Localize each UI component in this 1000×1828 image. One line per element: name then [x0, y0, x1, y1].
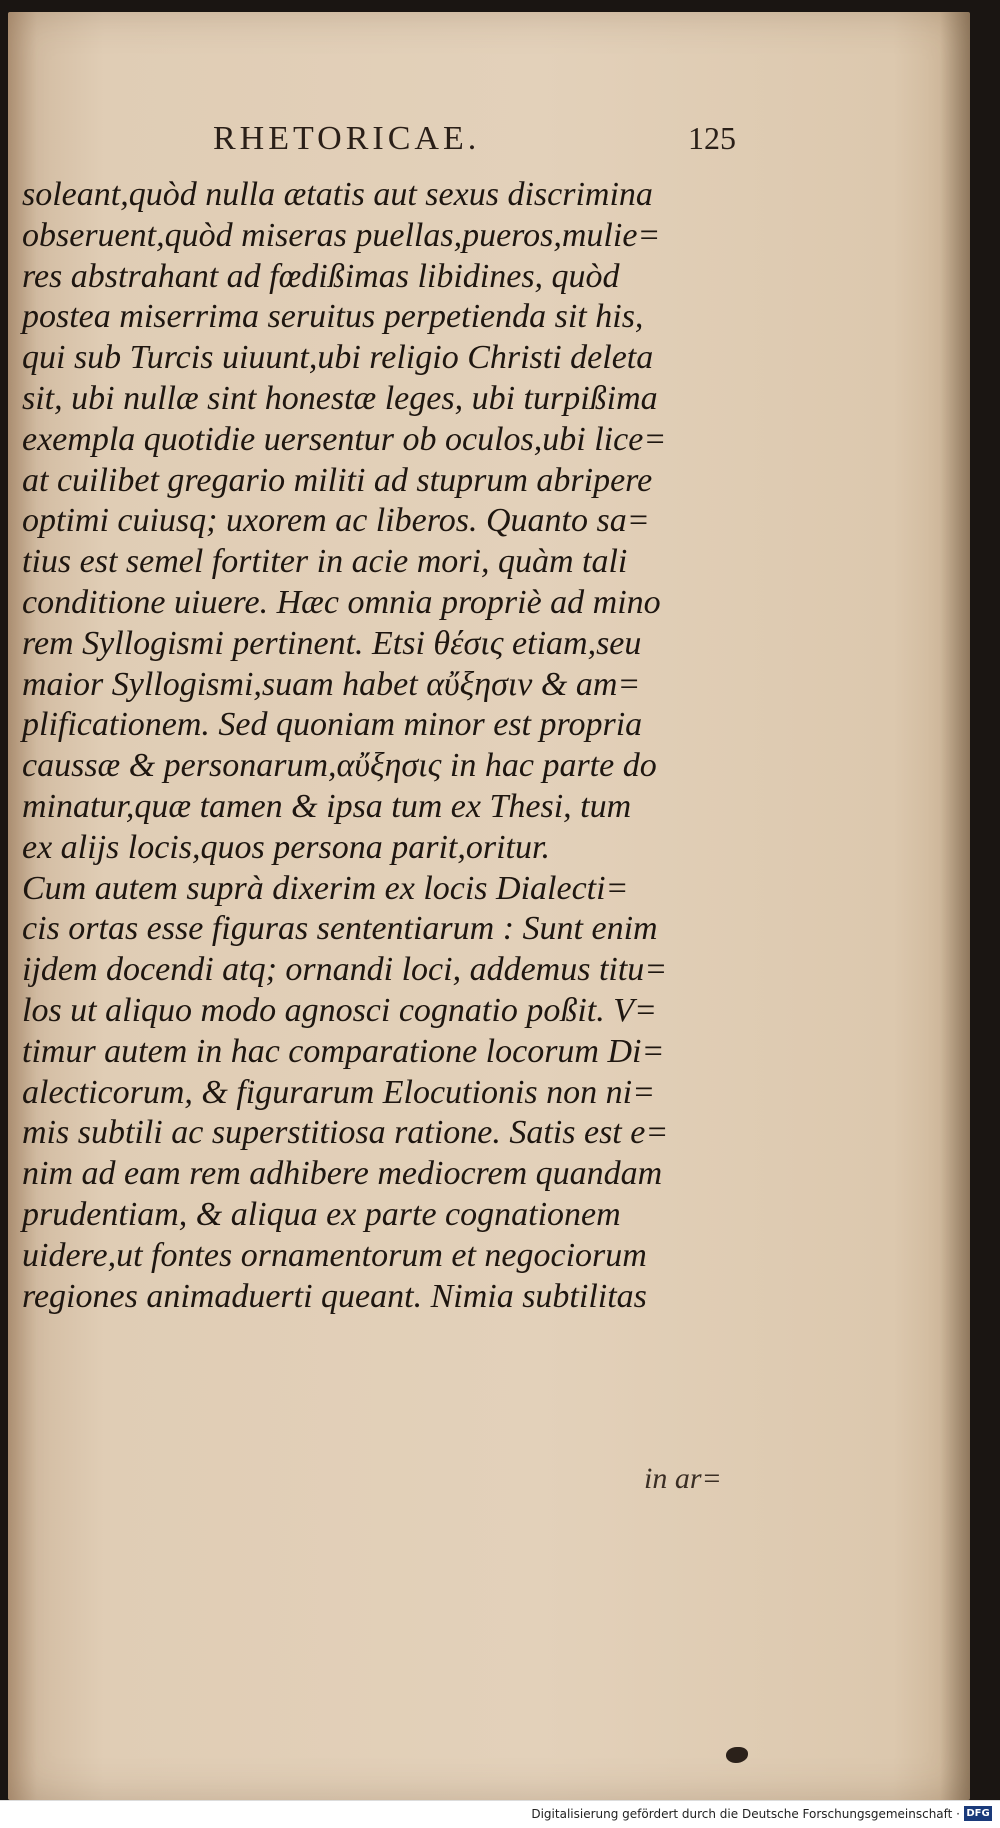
text-line: optimi cuiusq; uxorem ac liberos. Quanto sa=	[22, 502, 650, 540]
text-line: timur autem in hac comparatione locorum Di=	[22, 1032, 665, 1070]
text-line: Cum autem suprà dixerim ex locis Dialecti=	[22, 869, 629, 907]
text-line: cis ortas esse figuras sententiarum : Sunt enim	[22, 910, 658, 948]
text-line: at cuilibet gregario militi ad stuprum abripere	[22, 461, 653, 499]
text-line: mis subtili ac superstitiosa ratione. Satis est e=	[22, 1114, 669, 1152]
text-line: regiones animaduerti queant. Nimia subtilitas	[22, 1277, 647, 1315]
text-line: nim ad eam rem adhibere mediocrem quandam	[22, 1155, 663, 1193]
text-line: alecticorum, & figurarum Elocutionis non ni=	[22, 1073, 656, 1111]
text-line: sit, ubi nullæ sint honestæ leges, ubi turpißima	[22, 380, 658, 417]
funding-credit: Digitalisierung gefördert durch die Deutsche Forschungsgemeinschaft ·	[531, 1807, 960, 1821]
text-line: los ut aliquo modo agnosci cognatio poßit. V=	[22, 992, 657, 1029]
ink-blot	[726, 1747, 748, 1763]
text-line: res abstrahant ad fœdißimas libidines, quòd	[22, 257, 620, 295]
text-line: prudentiam, & aliqua ex parte cognationem	[22, 1196, 621, 1233]
text-line: conditione uiuere. Hæc omnia propriè ad mino	[22, 584, 661, 621]
text-line: soleant,quòd nulla ætatis aut sexus discrimina	[22, 176, 653, 213]
text-line: rem Syllogismi pertinent. Etsi θέσις etiam,seu	[22, 624, 642, 662]
text-line: ex alijs locis,quos persona parit,oritur.	[22, 828, 550, 866]
text-line: minatur,quæ tamen & ipsa tum ex Thesi, tum	[22, 788, 632, 825]
text-line: uidere,ut fontes ornamentorum et negociorum	[22, 1236, 647, 1274]
text-line: exempla quotidie uersentur ob oculos,ubi lice=	[22, 420, 667, 458]
text-line: caussæ & personarum,αὔξησις in hac parte do	[22, 747, 657, 785]
text-line: maior Syllogismi,suam habet αὔξησιν & am=	[22, 665, 641, 703]
page-header	[8, 120, 970, 170]
dfg-logo: DFG	[964, 1806, 992, 1821]
text-line: qui sub Turcis uiuunt,ubi religio Christi deleta	[22, 339, 654, 377]
text-line: ijdem docendi atq; ornandi loci, addemus titu=	[22, 951, 668, 989]
page-edge-shadow	[940, 12, 970, 1800]
catchword: in ar=	[644, 1462, 722, 1495]
page-number: 125	[688, 120, 736, 156]
footer-bar	[0, 1800, 1000, 1828]
text-line: postea miserrima seruitus perpetienda sit his,	[22, 298, 644, 336]
book-page	[8, 12, 970, 1800]
running-head: RHETORICAE.	[213, 120, 481, 157]
text-line: plificationem. Sed quoniam minor est propria	[22, 706, 643, 744]
text-line: tius est semel fortiter in acie mori, quàm tali	[22, 543, 628, 581]
text-line: obseruent,quòd miseras puellas,pueros,mulie=	[22, 216, 661, 254]
